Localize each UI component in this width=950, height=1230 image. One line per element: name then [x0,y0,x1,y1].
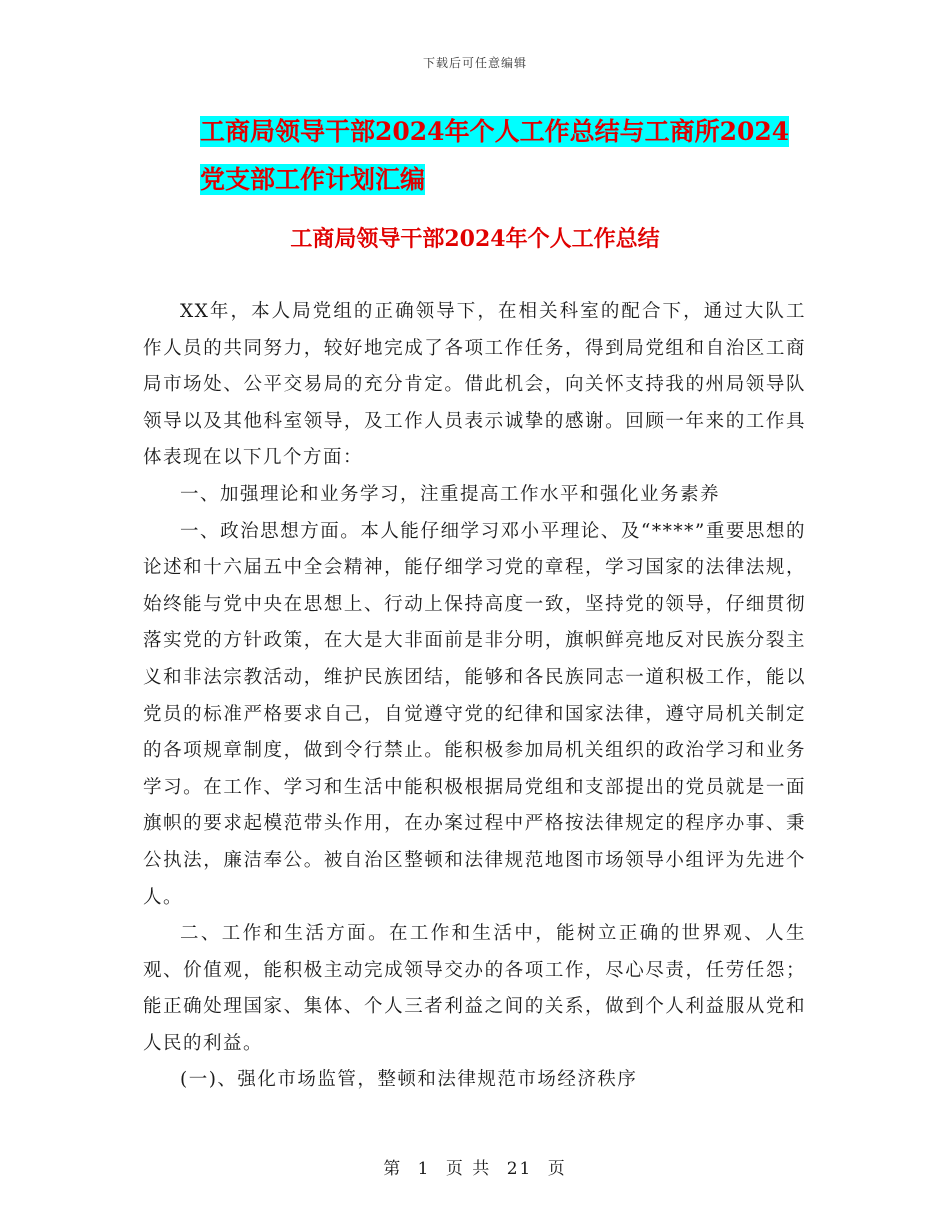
main-title-line-1: 工商局领导干部2024年个人工作总结与工商所2024 [200,117,790,146]
paragraph-political: 一、政治思想方面。本人能仔细学习邓小平理论、及“****”重要思想的论述和十六届五中全会精神，能仔细学习党的章程，学习国家的法律法规，始终能与党中央在思想上、行动上保持高度一致，坚持党的领导，仔细贯彻落实党的方针政策，在大是大非面前是非分明，旗帜鲜亮地反对民族分裂主义和非法宗教活动，维护民族团结，能够和各民族同志一道积极工作，能以党员的标准严格要求自己，自觉遵守党的纪律和国家法律，遵守局机关制定的各项规章制度，做到令行禁止。能积极参加局机关组织的政治学习和业务学习。在工作、学习和生活中能积极根据局党组和支部提出的党员就是一面旗帜的要求起模范带头作用，在办案过程中严格按法律规定的程序办事、秉公执法，廉洁奉公。被自治区整顿和法律规范地图市场领导小组评为先进个人。 [143,520,806,908]
footer-suffix: 页 [547,1159,567,1179]
footer-prefix: 第 [383,1159,403,1179]
paragraph-subheading: (一)、强化市场监管，整顿和法律规范市场经济秩序 [180,1069,638,1091]
paragraph-intro: XX年，本人局党组的正确领导下，在相关科室的配合下，通过大队工作人员的共同努力，较好地完成了各项工作任务，得到局党组和自治区工商局市场处、公平交易局的充分肯定。借此机会，向关怀支持我的州局领导队领导以及其他科室领导，及工作人员表示诚挚的感谢。回顾一年来的工作具体表现在以下几个方面： [143,301,806,469]
page-footer [0,1154,950,1179]
document-body [143,294,806,1099]
main-title-line-2: 党支部工作计划汇编 [200,165,426,194]
footer-total-pages: 21 [506,1159,533,1179]
footer-page-number: 1 [417,1159,431,1179]
footer-middle: 页 共 [445,1159,492,1179]
paragraph-heading-1: 一、加强理论和业务学习，注重提高工作水平和强化业务素养 [180,483,721,505]
header-note: 下载后可任意编辑 [422,56,527,70]
paragraph-work-life: 二、工作和生活方面。在工作和生活中，能树立正确的世界观、人生观、价值观，能积极主动完成领导交办的各项工作，尽心尽责，任劳任怨；能正确处理国家、集体、个人三者利益之间的关系，做到个人利益服从党和人民的利益。 [143,923,806,1054]
section-title: 工商局领导干部2024年个人工作总结 [290,226,660,252]
main-title [200,108,800,204]
